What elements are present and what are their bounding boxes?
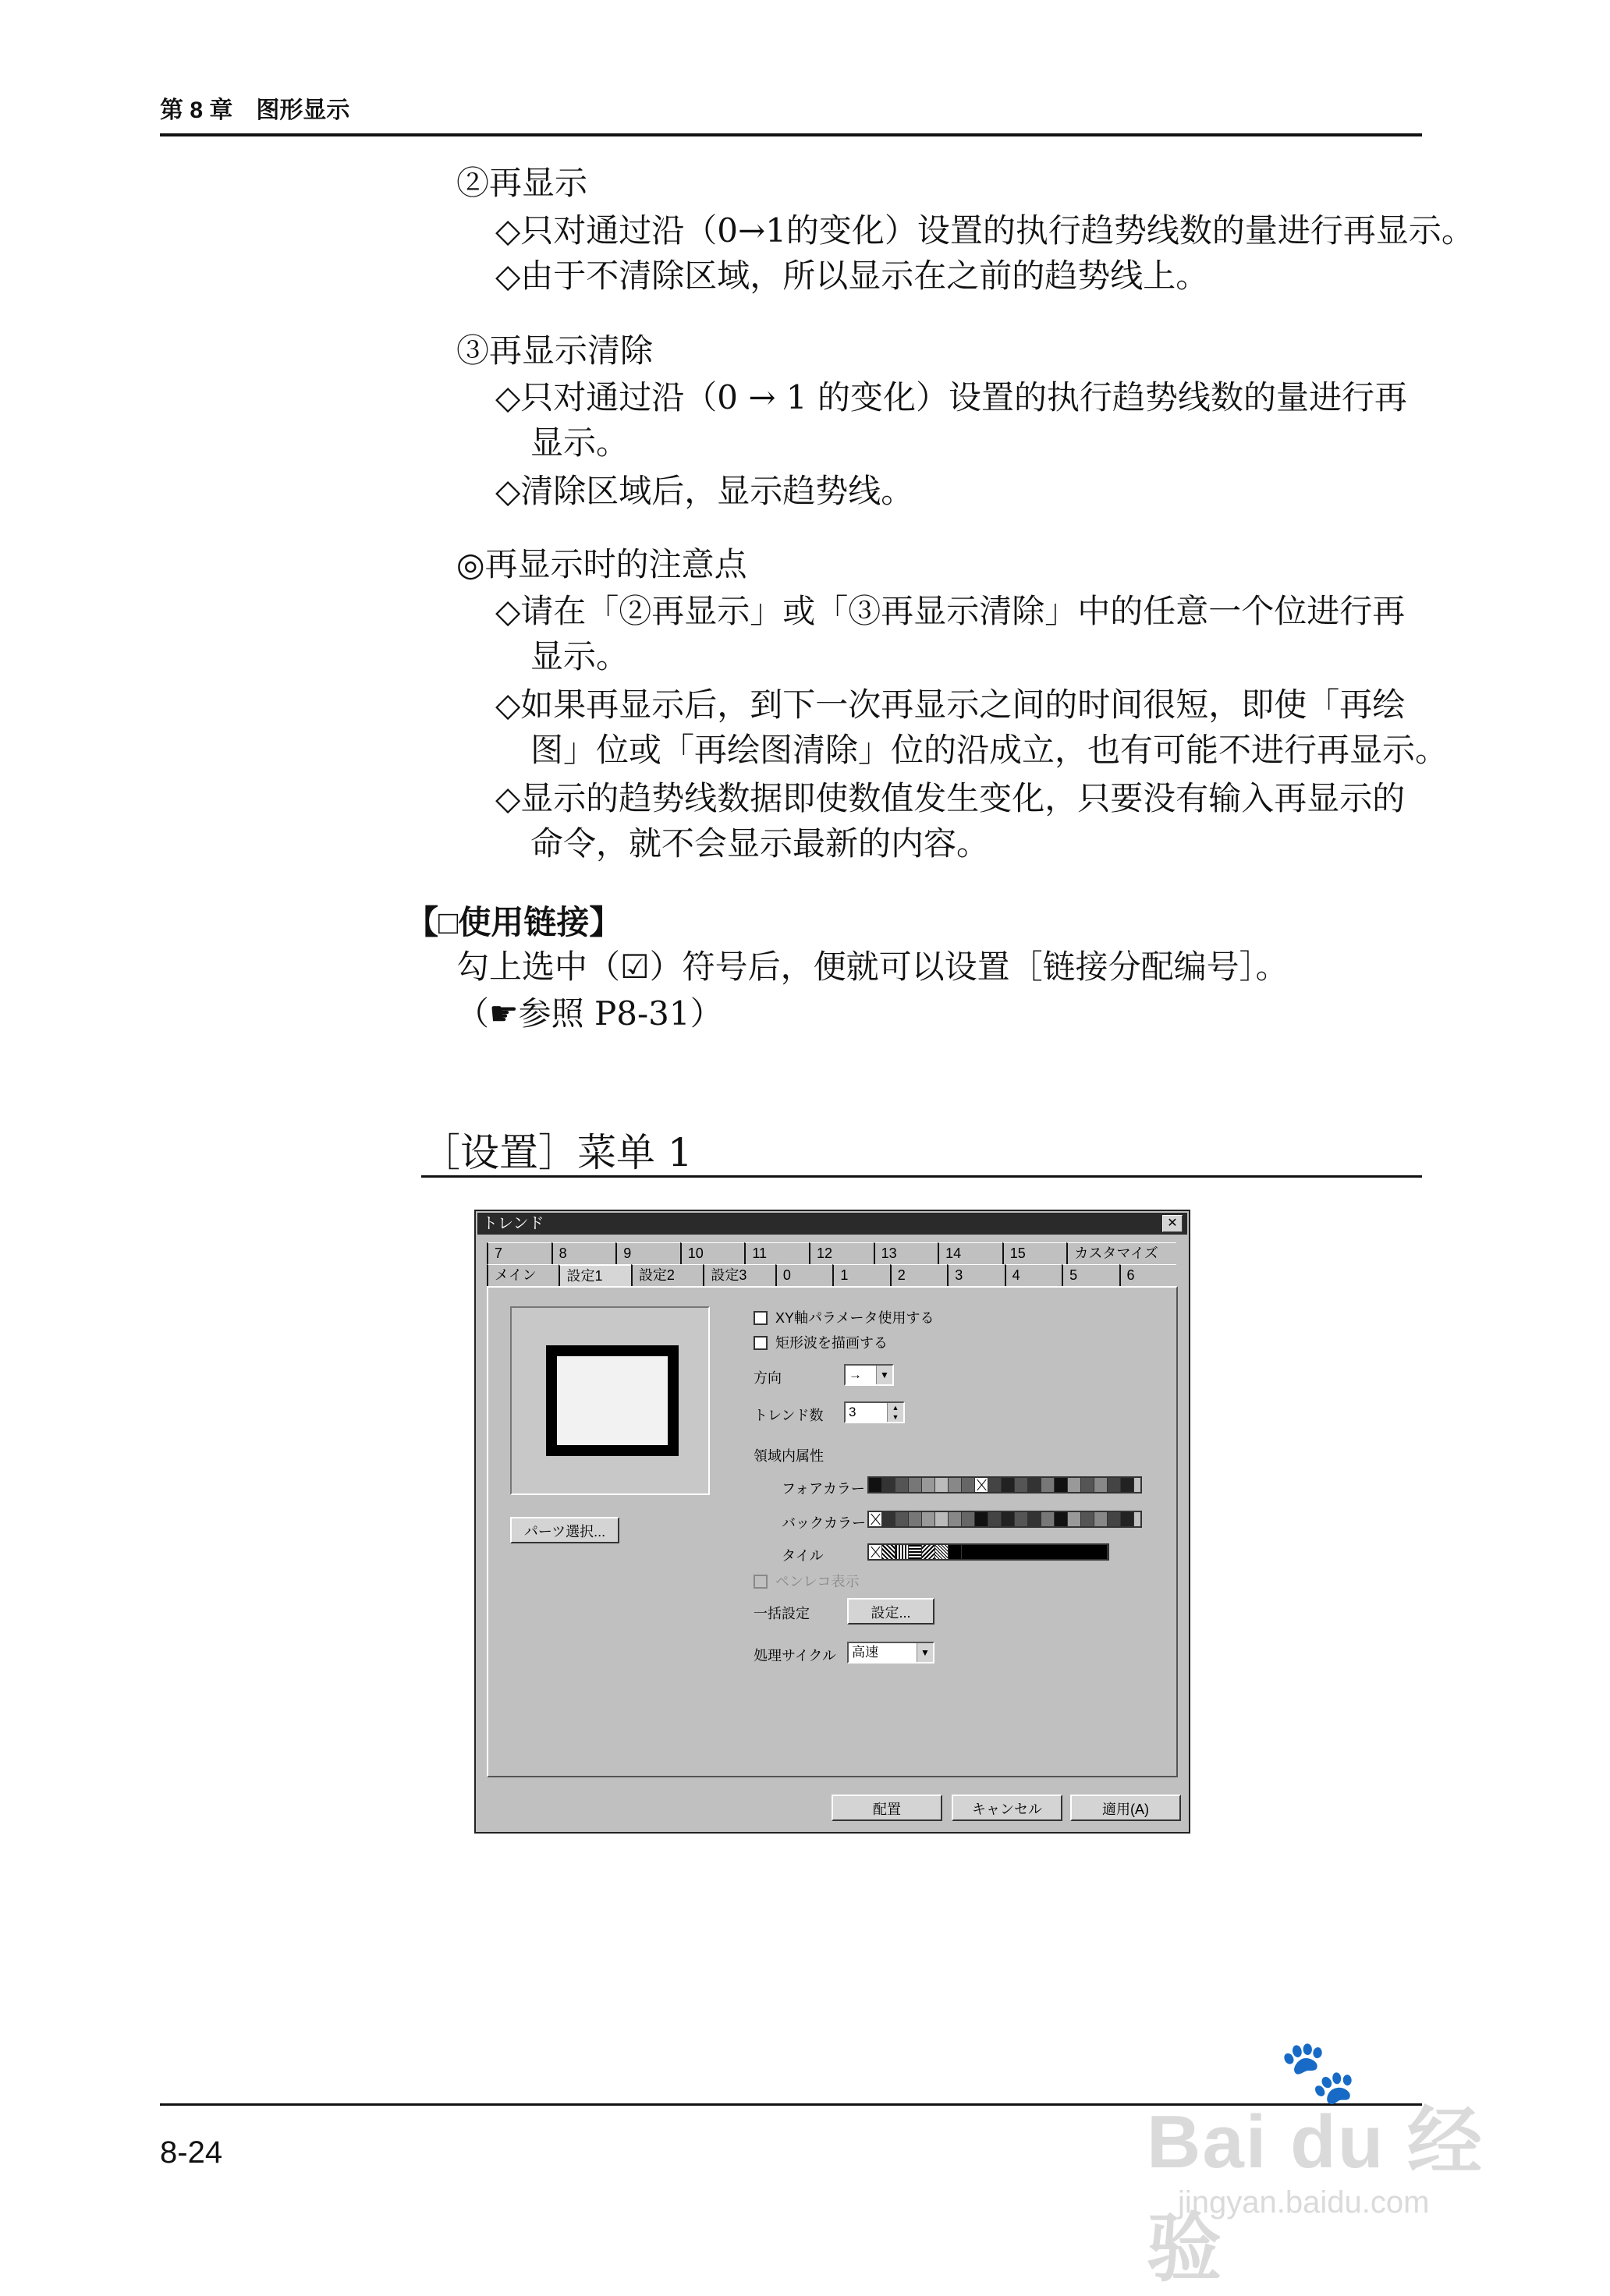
notes-bullet-1-cont: 显示。 <box>530 637 629 675</box>
header-rule <box>160 133 1422 136</box>
tab-10[interactable]: 10 <box>680 1242 745 1264</box>
chapter-header: 第 8 章 图形显示 <box>160 97 350 123</box>
redisplay-clear-bullet-1: ◇只对通过沿（0 → 1 的变化）设置的执行趋势线数的量进行再 <box>495 378 1407 416</box>
notes-bullet-1: ◇请在「②再显示」或「③再显示清除」中的任意一个位进行再 <box>495 592 1406 630</box>
tab-11[interactable]: 11 <box>744 1242 809 1264</box>
tab-8[interactable]: 8 <box>551 1242 616 1264</box>
batch-setting-label: 一括設定 <box>754 1606 810 1621</box>
dialog-title: トレンド <box>482 1215 544 1232</box>
tab-1[interactable]: 1 <box>832 1264 889 1286</box>
tab-6[interactable]: 6 <box>1119 1264 1176 1286</box>
place-button[interactable]: 配置 <box>832 1795 942 1821</box>
tab-3[interactable]: 3 <box>947 1264 1004 1286</box>
notes-bullet-2: ◇如果再显示后，到下一次再显示之间的时间很短，即使「再绘 <box>495 686 1406 724</box>
tab-row-upper <box>487 1242 1176 1264</box>
tab-14[interactable]: 14 <box>938 1242 1002 1264</box>
tab-0[interactable]: 0 <box>775 1264 832 1286</box>
baidu-watermark <box>1147 2036 1521 2291</box>
footer-rule <box>160 2103 1422 2106</box>
trend-preview-image <box>546 1345 679 1456</box>
parts-preview <box>510 1306 710 1495</box>
xy-param-checkbox[interactable] <box>754 1309 934 1327</box>
pen-display-label: ペンレコ表示 <box>775 1574 860 1589</box>
back-color-palette[interactable] <box>867 1511 1142 1528</box>
back-color-label: バックカラー <box>782 1515 866 1531</box>
tab-row-lower <box>487 1264 1176 1286</box>
tab-main[interactable]: メイン <box>487 1264 559 1286</box>
checkbox-box[interactable] <box>754 1575 768 1589</box>
paw-icon: 🐾 <box>1279 2037 1357 2106</box>
notes-bullet-3-cont: 命令，就不会显示最新的内容。 <box>530 824 990 863</box>
tab-customize[interactable]: カスタマイズ <box>1066 1242 1176 1264</box>
dialog-titlebar <box>477 1213 1187 1235</box>
redisplay-title: ②再显示 <box>456 164 588 202</box>
cancel-button[interactable]: キャンセル <box>952 1795 1062 1821</box>
tab-15[interactable]: 15 <box>1002 1242 1067 1264</box>
watermark-logo-text: Bai du 经验 <box>1147 2100 1484 2291</box>
checkbox-box[interactable] <box>754 1336 768 1350</box>
redisplay-bullet-2: ◇由于不清除区域，所以显示在之前的趋势线上。 <box>495 257 1209 295</box>
setting-1-panel <box>487 1286 1178 1777</box>
tile-pattern-palette[interactable] <box>867 1543 1109 1561</box>
spin-arrows-icon[interactable]: ▲ ▼ <box>887 1403 903 1422</box>
tab-13[interactable]: 13 <box>874 1242 938 1264</box>
trend-count-value: 3 <box>849 1405 856 1419</box>
notes-bullet-2-cont: 图」位或「再绘图清除」位的沿成立，也有可能不进行再显示。 <box>530 731 1449 769</box>
tab-7[interactable]: 7 <box>487 1242 551 1264</box>
apply-button[interactable]: 適用(A) <box>1070 1795 1181 1821</box>
fore-color-label: フォアカラー <box>782 1481 865 1497</box>
tab-2[interactable]: 2 <box>890 1264 947 1286</box>
process-cycle-label: 処理サイクル <box>754 1648 836 1664</box>
checkbox-box[interactable] <box>754 1311 768 1325</box>
area-attribute-label: 領域内属性 <box>754 1448 824 1464</box>
batch-setting-button[interactable]: 設定... <box>847 1598 934 1625</box>
direction-label: 方向 <box>754 1370 782 1386</box>
parts-select-button[interactable]: パーツ選択... <box>510 1517 619 1543</box>
use-link-body: 勾上选中（☑）符号后，便就可以设置［链接分配编号］。 <box>456 948 1289 986</box>
direction-select[interactable] <box>844 1364 894 1386</box>
chevron-down-icon[interactable]: ▼ <box>876 1366 892 1384</box>
tab-5[interactable]: 5 <box>1062 1264 1119 1286</box>
rect-wave-label: 矩形波を描画する <box>775 1335 888 1351</box>
tab-12[interactable]: 12 <box>809 1242 874 1264</box>
close-icon[interactable]: ✕ <box>1162 1215 1183 1232</box>
notes-title: ◎再显示时的注意点 <box>456 545 747 583</box>
redisplay-clear-title: ③再显示清除 <box>456 331 654 370</box>
watermark-url: jingyan.baidu.com <box>1178 2185 1430 2220</box>
page-number: 8-24 <box>160 2135 223 2170</box>
use-link-reference: （☛参照 P8-31） <box>456 994 723 1033</box>
redisplay-bullet-1: ◇只对通过沿（0→1的变化）设置的执行趋势线数的量进行再显示。 <box>495 211 1474 250</box>
direction-value: → <box>849 1367 862 1382</box>
fore-color-palette[interactable] <box>867 1476 1142 1493</box>
rect-wave-checkbox[interactable] <box>754 1334 888 1352</box>
tile-label: タイル <box>782 1548 824 1564</box>
tab-setting-3[interactable]: 設定3 <box>703 1264 775 1286</box>
tab-9[interactable]: 9 <box>615 1242 680 1264</box>
menu-title-rule <box>421 1175 1422 1178</box>
redisplay-clear-bullet-2: ◇清除区域后，显示趋势线。 <box>495 472 914 510</box>
redisplay-clear-bullet-1-cont: 显示。 <box>530 423 629 462</box>
use-link-title: 【□使用链接】 <box>406 904 622 941</box>
process-cycle-select[interactable] <box>847 1642 934 1664</box>
tab-4[interactable]: 4 <box>1005 1264 1062 1286</box>
trend-count-stepper[interactable] <box>844 1401 905 1423</box>
process-cycle-value: 高速 <box>852 1645 878 1660</box>
settings-menu-title: ［设置］菜单 1 <box>421 1130 693 1175</box>
trend-count-label: トレンド数 <box>754 1408 824 1423</box>
tab-setting-2[interactable]: 設定2 <box>631 1264 703 1286</box>
xy-param-label: XY軸パラメータ使用する <box>775 1310 934 1326</box>
notes-bullet-3: ◇显示的趋势线数据即使数值发生变化，只要没有输入再显示的 <box>495 779 1406 817</box>
tab-setting-1[interactable]: 設定1 <box>559 1264 630 1286</box>
trend-dialog <box>474 1210 1190 1834</box>
pen-display-checkbox[interactable] <box>754 1573 860 1590</box>
chevron-down-icon[interactable]: ▼ <box>917 1643 933 1662</box>
